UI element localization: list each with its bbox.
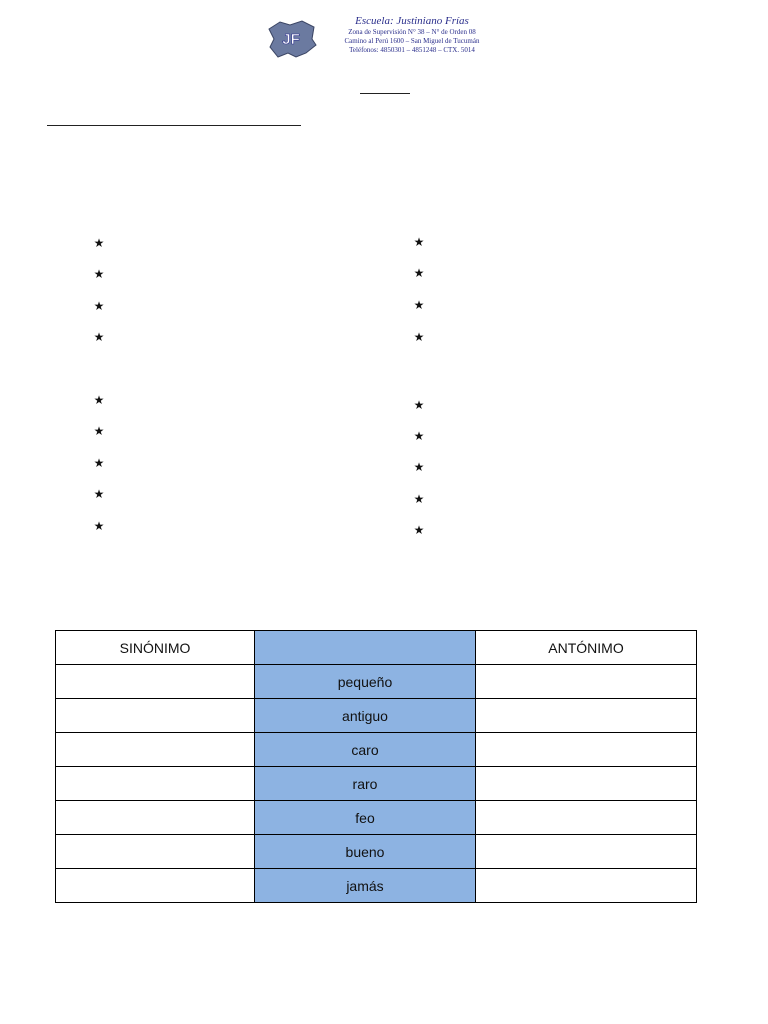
- table-row: [56, 665, 697, 699]
- antonym-cell[interactable]: [476, 801, 697, 835]
- antonym-cell[interactable]: [476, 665, 697, 699]
- star-icon: ★: [93, 267, 105, 281]
- star-icon: ★: [93, 424, 105, 438]
- antonym-cell[interactable]: [476, 699, 697, 733]
- star-icon: ★: [413, 298, 425, 312]
- synonym-cell[interactable]: [56, 835, 255, 869]
- antonym-header: ANTÓNIMO: [476, 631, 697, 665]
- table-row: [56, 801, 697, 835]
- star-icon: ★: [413, 266, 425, 280]
- star-icon: ★: [93, 299, 105, 313]
- star-icon: ★: [413, 429, 425, 443]
- table-row: [56, 835, 697, 869]
- synonym-cell[interactable]: [56, 869, 255, 903]
- name-underline: [47, 125, 301, 126]
- star-icon: ★: [413, 398, 425, 412]
- synonym-cell[interactable]: [56, 665, 255, 699]
- star-icon: ★: [413, 330, 425, 344]
- word-cell: raro: [255, 767, 476, 801]
- table-row: [56, 733, 697, 767]
- synonym-antonym-table: [55, 630, 697, 903]
- synonym-header: SINÓNIMO: [56, 631, 255, 665]
- school-logo: [266, 19, 318, 59]
- table-row: [56, 699, 697, 733]
- star-icon: ★: [413, 492, 425, 506]
- school-address-street: Camino al Perú 1600 – San Miguel de Tucumán: [344, 37, 480, 45]
- star-icon: ★: [93, 236, 105, 250]
- antonym-cell[interactable]: [476, 767, 697, 801]
- word-cell: bueno: [255, 835, 476, 869]
- star-icon: ★: [93, 330, 105, 344]
- title-underline: [360, 93, 410, 94]
- word-cell: pequeño: [255, 665, 476, 699]
- school-address-zone: Zona de Supervisión N° 38 – N° de Orden 08: [348, 28, 476, 36]
- star-icon: ★: [93, 519, 105, 533]
- star-icon: ★: [413, 523, 425, 537]
- word-cell: antiguo: [255, 699, 476, 733]
- synonym-cell[interactable]: [56, 699, 255, 733]
- school-phones: Teléfonos: 4850301 – 4851248 – CTX. 5014: [349, 46, 475, 54]
- star-icon: ★: [93, 393, 105, 407]
- antonym-cell[interactable]: [476, 869, 697, 903]
- synonym-cell[interactable]: [56, 801, 255, 835]
- table-row: [56, 767, 697, 801]
- antonym-cell[interactable]: [476, 733, 697, 767]
- table-row: [56, 869, 697, 903]
- word-header: [255, 631, 476, 665]
- table-header-row: [56, 631, 697, 665]
- synonym-cell[interactable]: [56, 733, 255, 767]
- school-header: [266, 15, 506, 61]
- star-icon: ★: [413, 235, 425, 249]
- school-name: Escuela: Justiniano Frías: [355, 15, 469, 27]
- antonym-cell[interactable]: [476, 835, 697, 869]
- word-cell: jamás: [255, 869, 476, 903]
- school-info: [322, 15, 502, 55]
- synonym-cell[interactable]: [56, 767, 255, 801]
- word-cell: caro: [255, 733, 476, 767]
- star-icon: ★: [413, 460, 425, 474]
- star-icon: ★: [93, 487, 105, 501]
- word-cell: feo: [255, 801, 476, 835]
- star-icon: ★: [93, 456, 105, 470]
- logo-text: JF: [282, 31, 300, 48]
